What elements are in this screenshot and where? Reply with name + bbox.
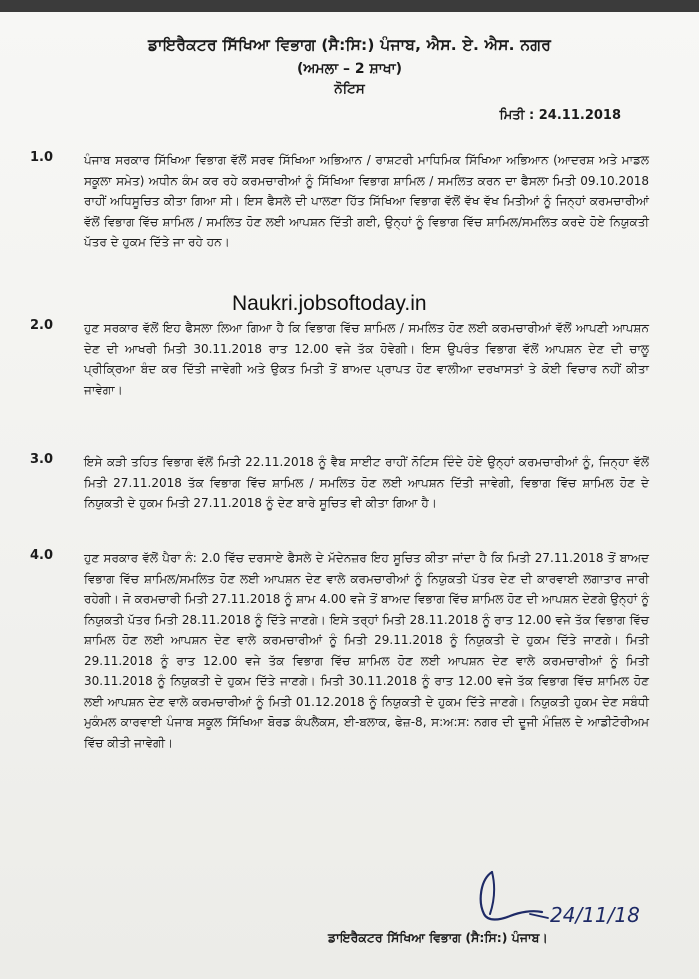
notice-heading: ਨੋਟਿਸ	[334, 81, 365, 97]
office-title: ਡਾਇਰੈਕਟਰ ਸਿੱਖਿਆ ਵਿਭਾਗ (ਸੈ:ਸਿ:) ਪੰਜਾਬ, ਐਸ. ਏ. ਐਸ. ਨਗਰ	[147, 36, 552, 54]
notice-date: ਮਿਤੀ : 24.11.2018	[499, 108, 621, 123]
paragraph-number: 1.0	[30, 150, 54, 165]
paragraph-number: 2.0	[30, 318, 54, 333]
signatory-designation: ਡਾਇਰੈਕਟਰ ਸਿੱਖਿਆ ਵਿਭਾਗ (ਸੈ:ਸਿ:) ਪੰਜਾਬ।	[328, 930, 548, 945]
paragraph-text: ਹੁਣ ਸਰਕਾਰ ਵੱਲੋਂ ਪੈਰਾ ਨੰ: 2.0 ਵਿੱਚ ਦਰਸਾਏ ਫੈਸਲੇ ਦੇ ਮੱਦੇਨਜ਼ਰ ਇਹ ਸੂਚਿਤ ਕੀਤਾ ਜਾਂਦਾ ਹੈ ਕਿ ਮਿਤੀ 27.11.2018 ਤੋਂ ਬਾਅਦ ਵਿਭਾਗ ਵਿੱਚ ਸ਼ਾਮਿਲ/ਸਮਲਿਤ ਹੋਣ ਲਈ ਆਪਸ਼ਨ ਦੇਣ ਵਾਲੇ ਕਰਮਚਾਰੀਆਂ ਨੂੰ ਨਿਯੁਕਤੀ ਪੱਤਰ ਦੇਣ ਦੀ ਕਾਰਵਾਈ ਲਗਾਤਾਰ ਜਾਰੀ ਰਹੇਗੀ। ਜੋ ਕਰਮਚਾਰੀ ਮਿਤੀ 27.11.2018 ਨੂੰ ਸ਼ਾਮ 4.00 ਵਜੇ ਤੋਂ ਬਾਅਦ ਵਿਭਾਗ ਵਿੱਚ ਸ਼ਾਮਿਲ ਹੋਣ ਦੀ ਆਪਸ਼ਨ ਦੇਣਗੇ ਉਨ੍ਹਾਂ ਨੂੰ ਨਿਯੁਕਤੀ ਪੱਤਰ ਮਿਤੀ 28.11.2018 ਨੂੰ ਦਿੱਤੇ ਜਾਣਗੇ। ਇਸੇ ਤਰ੍ਹਾਂ ਮਿਤੀ 28.11.2018 ਨੂੰ ਰਾਤ 12.00 ਵਜੇ ਤੱਕ ਵਿਭਾਗ ਵਿੱਚ ਸ਼ਾਮਿਲ ਹੋਣ ਲਈ ਆਪਸ਼ਨ ਦੇਣ ਵਾਲੇ ਕਰਮਚਾਰੀਆਂ ਨੂੰ ਮਿਤੀ 29.11.2018 ਨੂੰ ਨਿਯੁਕਤੀ ਦੇ ਹੁਕਮ ਦਿੱਤੇ ਜਾਣਗੇ। ਮਿਤੀ 29.11.2018 ਨੂੰ ਰਾਤ 12.00 ਵਜੇ ਤੱਕ ਵਿਭਾਗ ਵਿੱਚ ਸ਼ਾਮਿਲ ਹੋਣ ਲਈ ਆਪਸ਼ਨ ਦੇਣ ਵਾਲੇ ਕਰਮਚਾਰੀਆਂ ਨੂੰ ਮਿਤੀ 30.11.2018 ਨੂੰ ਨਿਯੁਕਤੀ ਦੇ ਹੁਕਮ ਦਿੱਤੇ ਜਾਣਗੇ। ਮਿਤੀ 30.11.2018 ਨੂੰ ਰਾਤ 12.00 ਵਜੇ ਤੱਕ ਵਿਭਾਗ ਵਿੱਚ ਸ਼ਾਮਿਲ ਹੋਣ ਲਈ ਆਪਸ਼ਨ ਦੇਣ ਵਾਲੇ ਕਰਮਚਾਰੀਆਂ ਨੂੰ ਮਿਤੀ 01.12.2018 ਨੂੰ ਨਿਯੁਕਤੀ ਦੇ ਹੁਕਮ ਦਿੱਤੇ ਜਾਣਗੇ। ਨਿਯੁਕਤੀ ਹੁਕਮ ਦੇਣ ਸਬੰਧੀ ਮੁਕੰਮਲ ਕਾਰਵਾਈ ਪੰਜਾਬ ਸਕੂਲ ਸਿੱਖਿਆ ਬੋਰਡ ਕੰਪਲੈਕਸ, ਈ-ਬਲਾਕ, ਫੇਜ਼-8, ਸ:ਅ:ਸ: ਨਗਰ ਦੀ ਦੂਜੀ ਮੰਜ਼ਿਲ ਦੇ ਆਡੀਟੋਰੀਅਮ ਵਿੱਚ ਕੀਤੀ ਜਾਵੇਗੀ।	[84, 551, 649, 750]
paragraph-text: ਪੰਜਾਬ ਸਰਕਾਰ ਸਿੱਖਿਆ ਵਿਭਾਗ ਵੱਲੋਂ ਸਰਵ ਸਿੱਖਿਆ ਅਭਿਆਨ / ਰਾਸ਼ਟਰੀ ਮਾਧਿਮਿਕ ਸਿੱਖਿਆ ਅਭਿਆਨ (ਆਦਰਸ਼ ਅਤੇ ਮਾਡਲ ਸਕੂਲਾ ਸਮੇਤ) ਅਧੀਨ ਕੰਮ ਕਰ ਰਹੇ ਕਰਮਚਾਰੀਆਂ ਨੂੰ ਸਿੱਖਿਆ ਵਿਭਾਗ ਸ਼ਾਮਿਲ / ਸਮਲਿਤ ਕਰਨ ਦਾ ਫੈਸਲਾ ਮਿਤੀ 09.10.2018 ਰਾਹੀਂ ਅਧਿਸੂਚਿਤ ਕੀਤਾ ਗਿਆ ਸੀ। ਇਸ ਫੈਸਲੇ ਦੀ ਪਾਲਣਾ ਹਿੱਤ ਸਿੱਖਿਆ ਵਿਭਾਗ ਵੱਲੋਂ ਵੱਖ ਵੱਖ ਮਿਤੀਆਂ ਨੂੰ ਜਿਨ੍ਹਾਂ ਕਰਮਚਾਰੀਆਂ ਵੱਲੋਂ ਵਿਭਾਗ ਵਿੱਚ ਸ਼ਾਮਿਲ / ਸਮਲਿਤ ਹੋਣ ਲਈ ਆਪਸ਼ਨ ਦਿੱਤੀ ਗਈ, ਉਨ੍ਹਾਂ ਨੂੰ ਵਿਭਾਗ ਵਿੱਚ ਸ਼ਾਮਿਲ/ਸਮਲਿਤ ਕਰਦੇ ਹੋਏ ਨਿਯੁਕਤੀ ਪੱਤਰ ਦੇ ਹੁਕਮ ਦਿੱਤੇ ਜਾ ਰਹੇ ਹਨ।	[84, 153, 649, 249]
branch-name: (ਅਮਲਾ – 2 ਸ਼ਾਖਾ)	[296, 61, 403, 77]
paragraph-number: 3.0	[30, 452, 54, 467]
watermark-text: Naukri.jobsoftoday.in	[232, 292, 427, 315]
paragraph-text: ਹੁਣ ਸਰਕਾਰ ਵੱਲੋਂ ਇਹ ਫੈਸਲਾ ਲਿਆ ਗਿਆ ਹੈ ਕਿ ਵਿਭਾਗ ਵਿੱਚ ਸ਼ਾਮਿਲ / ਸਮਲਿਤ ਹੋਣ ਲਈ ਕਰਮਚਾਰੀਆਂ ਵੱਲੋਂ ਆਪਣੀ ਆਪਸ਼ਨ ਦੇਣ ਦੀ ਆਖਰੀ ਮਿਤੀ 30.11.2018 ਰਾਤ 12.00 ਵਜੇ ਤੱਕ ਹੋਵੇਗੀ। ਇਸ ਉਪਰੰਤ ਵਿਭਾਗ ਵੱਲੋਂ ਆਪਸ਼ਨ ਦੇਣ ਦੀ ਚਾਲੂ ਪ੍ਰੀਕ੍ਰਿਆ ਬੰਦ ਕਰ ਦਿੱਤੀ ਜਾਵੇਗੀ ਅਤੇ ਉਕਤ ਮਿਤੀ ਤੋਂ ਬਾਅਦ ਪ੍ਰਾਪਤ ਹੋਣ ਵਾਲੀਆ ਦਰਖਾਸਤਾਂ ਤੇ ਕੋਈ ਵਿਚਾਰ ਨਹੀਂ ਕੀਤਾ ਜਾਵੇਗਾ।	[84, 321, 649, 397]
signature-mark	[470, 862, 660, 932]
window-top-bar	[0, 0, 699, 12]
document-header	[0, 36, 699, 97]
paragraph-text: ਇਸੇ ਕੜੀ ਤਹਿਤ ਵਿਭਾਗ ਵੱਲੋਂ ਮਿਤੀ 22.11.2018 ਨੂੰ ਵੈਬ ਸਾਈਟ ਰਾਹੀਂ ਨੋਟਿਸ ਦਿੰਦੇ ਹੋਏ ਉਨ੍ਹਾਂ ਕਰਮਚਾਰੀਆਂ ਨੂੰ, ਜਿਨ੍ਹਾ ਵੱਲੋਂ ਮਿਤੀ 27.11.2018 ਤੱਕ ਵਿਭਾਗ ਵਿੱਚ ਸ਼ਾਮਿਲ / ਸਮਲਿਤ ਹੋਣ ਲਈ ਆਪਸ਼ਨ ਦਿੱਤੀ ਜਾਵੇਗੀ, ਵਿਭਾਗ ਵਿੱਚ ਸ਼ਾਮਿਲ ਹੋਣ ਦੇ ਨਿਯੁਕਤੀ ਦੇ ਹੁਕਮ ਮਿਤੀ 27.11.2018 ਨੂੰ ਦੇਣ ਬਾਰੇ ਸੂਚਿਤ ਵੀ ਕੀਤਾ ਗਿਆ ਹੈ।	[84, 455, 649, 510]
paragraph-number: 4.0	[30, 548, 54, 563]
signature-date: 24/11/18	[550, 903, 640, 927]
